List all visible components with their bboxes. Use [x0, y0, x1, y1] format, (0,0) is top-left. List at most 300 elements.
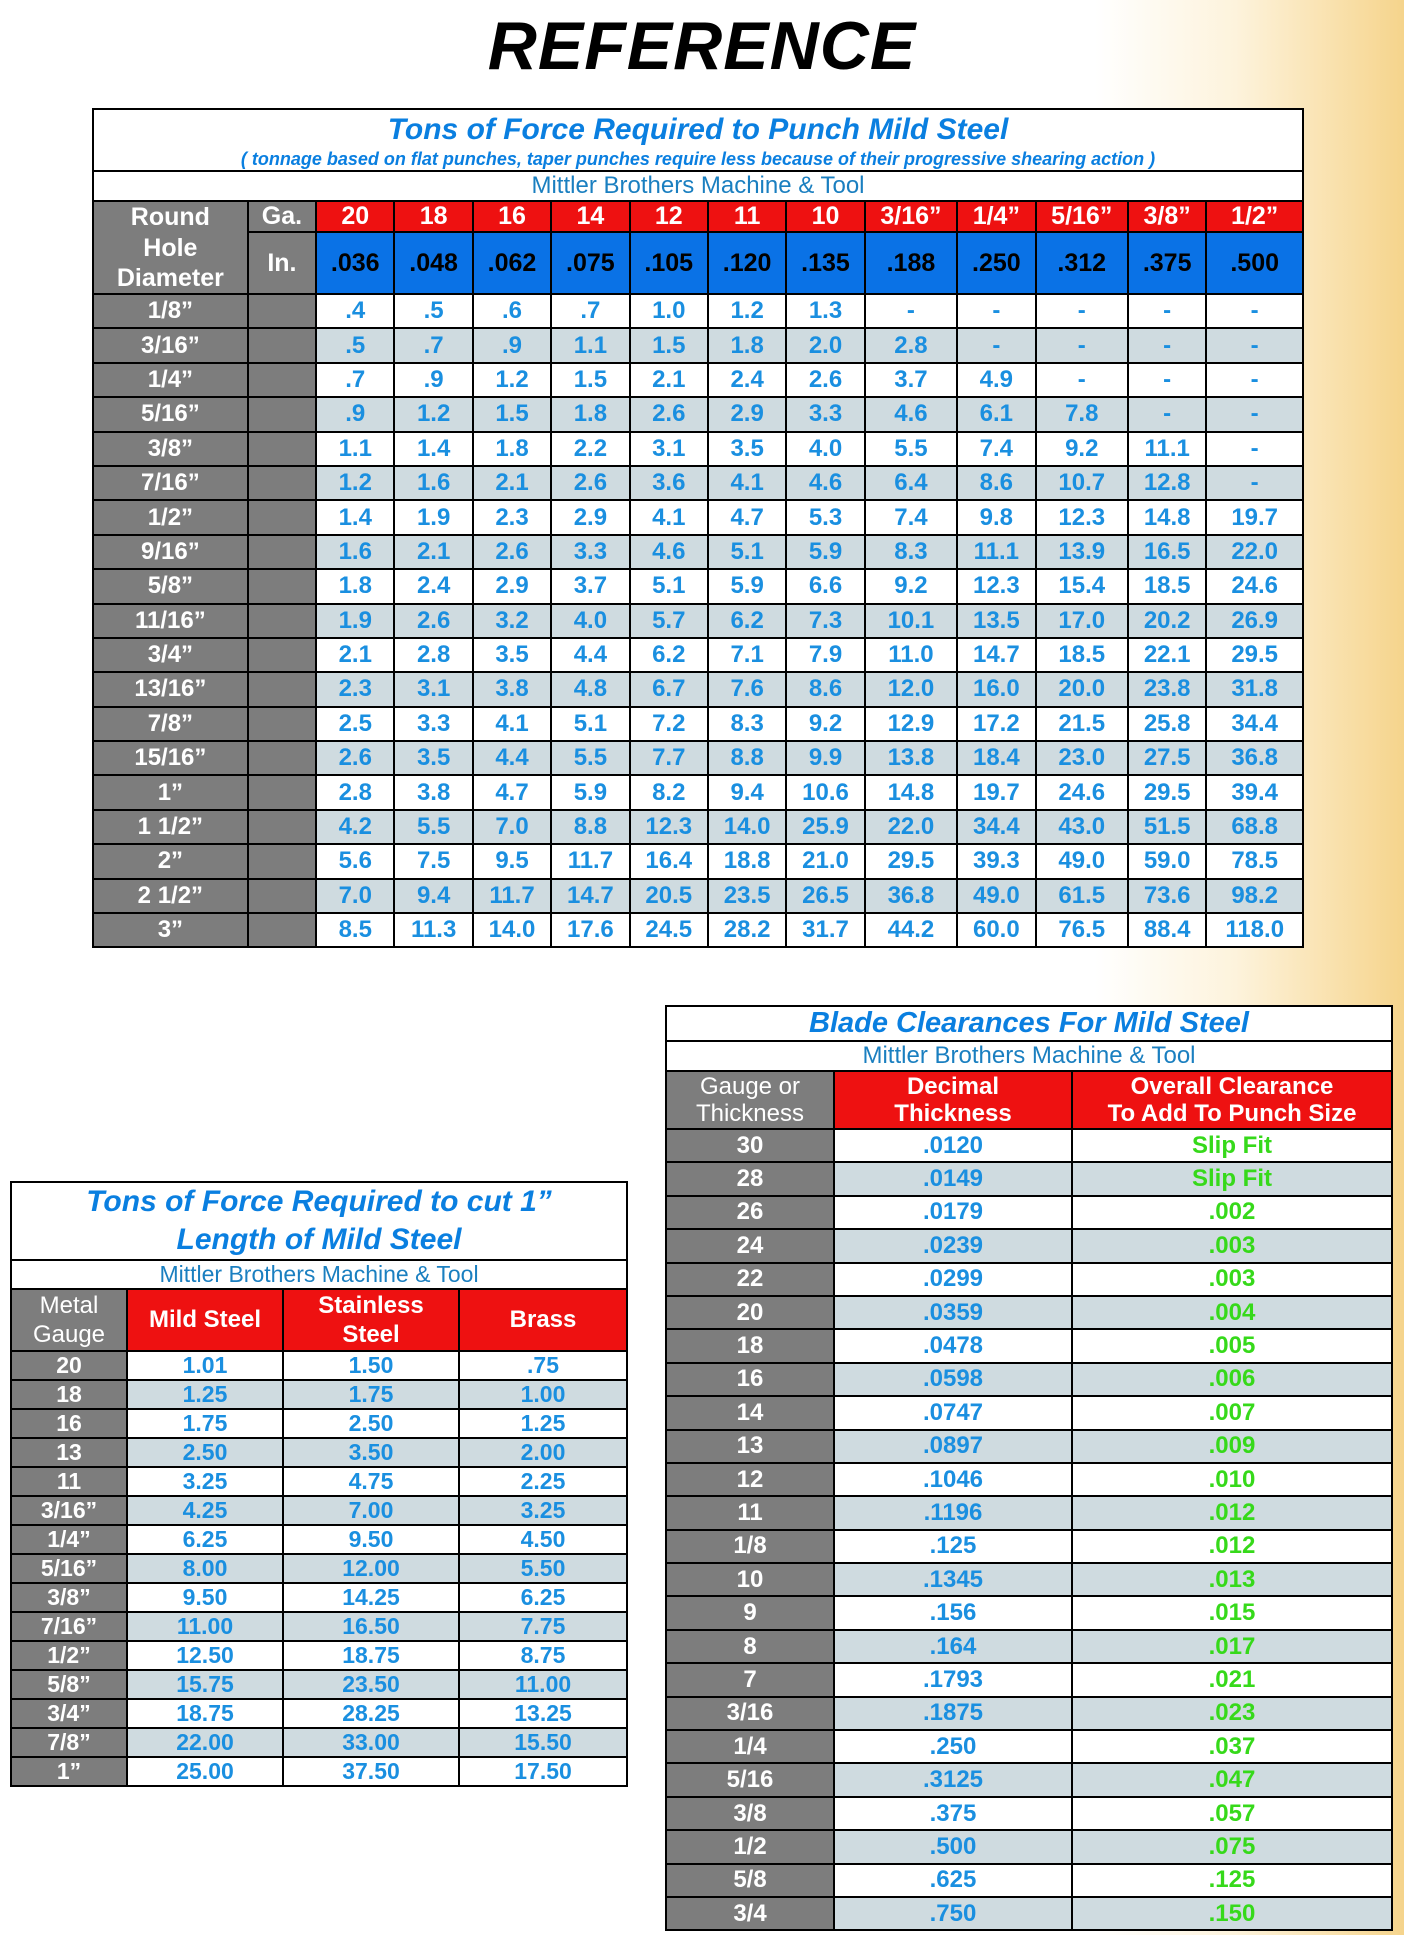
- tonnage-cell: 4.7: [473, 775, 551, 809]
- metal-gauge-cell: 7/8”: [11, 1728, 127, 1757]
- hole-diameter-cell: 7/8”: [93, 707, 248, 741]
- decimal-thickness-cell: .0120: [834, 1129, 1072, 1162]
- header-ga: Ga.: [248, 201, 316, 232]
- tonnage-cell: 17.6: [551, 913, 629, 947]
- tonnage-cell: 1.6: [394, 466, 472, 500]
- table-row: [666, 1797, 1392, 1830]
- gauge-spacer-cell: [248, 500, 316, 534]
- tonnage-cell: 31.7: [786, 913, 864, 947]
- tonnage-cell: 2.8: [316, 775, 394, 809]
- hole-diameter-cell: 11/16”: [93, 604, 248, 638]
- decimal-thickness-cell: .0149: [834, 1162, 1072, 1195]
- gauge-spacer-cell: [248, 707, 316, 741]
- hole-diameter-cell: 2 1/2”: [93, 879, 248, 913]
- tonnage-cell: 5.9: [786, 535, 864, 569]
- stainless-cell: 14.25: [283, 1583, 459, 1612]
- tonnage-cell: 2.8: [394, 638, 472, 672]
- tonnage-cell: 16.0: [957, 672, 1035, 706]
- gauge-spacer-cell: [248, 672, 316, 706]
- tonnage-cell: 5.5: [551, 741, 629, 775]
- gauge-header: 3/8”: [1128, 201, 1206, 232]
- tonnage-cell: 11.1: [957, 535, 1035, 569]
- tonnage-cell: 5.9: [708, 569, 786, 603]
- tonnage-cell: 61.5: [1036, 879, 1128, 913]
- tonnage-cell: 16.5: [1128, 535, 1206, 569]
- tonnage-cell: 13.9: [1036, 535, 1128, 569]
- tonnage-cell: -: [957, 294, 1035, 328]
- table-row: [666, 1697, 1392, 1730]
- tonnage-cell: 8.3: [865, 535, 957, 569]
- tonnage-cell: 7.1: [708, 638, 786, 672]
- table-row: [666, 1763, 1392, 1796]
- gauge-spacer-cell: [248, 569, 316, 603]
- tonnage-cell: 2.3: [473, 500, 551, 534]
- tonnage-cell: 118.0: [1206, 913, 1303, 947]
- brass-cell: 3.25: [459, 1496, 627, 1525]
- tonnage-cell: 1.8: [551, 397, 629, 431]
- metal-gauge-cell: 5/16”: [11, 1554, 127, 1583]
- tonnage-cell: 29.5: [1128, 775, 1206, 809]
- tonnage-cell: 5.9: [551, 775, 629, 809]
- metal-gauge-cell: 3/16”: [11, 1496, 127, 1525]
- tonnage-cell: 1.0: [630, 294, 708, 328]
- cut-table-credit: Mittler Brothers Machine & Tool: [11, 1260, 627, 1289]
- tonnage-cell: 5.1: [551, 707, 629, 741]
- clearance-cell: .057: [1072, 1797, 1392, 1830]
- tonnage-cell: 21.0: [786, 844, 864, 878]
- stainless-cell: 7.00: [283, 1496, 459, 1525]
- tonnage-cell: 26.9: [1206, 604, 1303, 638]
- tonnage-cell: -: [1128, 397, 1206, 431]
- tonnage-cell: 68.8: [1206, 810, 1303, 844]
- gauge-thickness-cell: 3/16: [666, 1697, 834, 1730]
- table-row: [93, 363, 1303, 397]
- table-row: [93, 879, 1303, 913]
- tonnage-cell: .5: [394, 294, 472, 328]
- tonnage-cell: 11.7: [551, 844, 629, 878]
- tonnage-cell: 49.0: [1036, 844, 1128, 878]
- tonnage-cell: .5: [316, 328, 394, 362]
- tonnage-cell: 1.5: [630, 328, 708, 362]
- tonnage-cell: 9.8: [957, 500, 1035, 534]
- brass-cell: 17.50: [459, 1757, 627, 1786]
- tonnage-cell: 9.2: [1036, 432, 1128, 466]
- gauge-thickness-cell: 11: [666, 1496, 834, 1529]
- tonnage-cell: 12.8: [1128, 466, 1206, 500]
- stainless-cell: 23.50: [283, 1670, 459, 1699]
- table-row: [11, 1612, 627, 1641]
- table-row: [93, 604, 1303, 638]
- metal-gauge-cell: 7/16”: [11, 1612, 127, 1641]
- header-gauge-or: Gauge or: [699, 1073, 801, 1100]
- table-row: [93, 432, 1303, 466]
- gauge-thickness-cell: 16: [666, 1363, 834, 1396]
- gauge-spacer-cell: [248, 535, 316, 569]
- stainless-cell: 3.50: [283, 1438, 459, 1467]
- hole-diameter-cell: 5/16”: [93, 397, 248, 431]
- gauge-thickness-cell: 7: [666, 1663, 834, 1696]
- tonnage-cell: 4.0: [551, 604, 629, 638]
- tonnage-cell: -: [1206, 294, 1303, 328]
- decimal-thickness-cell: .3125: [834, 1763, 1072, 1796]
- brass-cell: 6.25: [459, 1583, 627, 1612]
- inch-header: .105: [630, 232, 708, 294]
- tonnage-cell: 1.2: [394, 397, 472, 431]
- tonnage-cell: 39.3: [957, 844, 1035, 878]
- tonnage-cell: 9.4: [394, 879, 472, 913]
- gauge-thickness-cell: 13: [666, 1430, 834, 1463]
- tonnage-cell: 31.8: [1206, 672, 1303, 706]
- table-row: [93, 638, 1303, 672]
- gauge-thickness-cell: 28: [666, 1162, 834, 1195]
- tonnage-cell: 2.9: [708, 397, 786, 431]
- tonnage-cell: 2.9: [551, 500, 629, 534]
- clearance-cell: .010: [1072, 1463, 1392, 1496]
- table-row: [666, 1830, 1392, 1863]
- tonnage-cell: 12.0: [865, 672, 957, 706]
- metal-gauge-cell: 13: [11, 1438, 127, 1467]
- tonnage-cell: 7.4: [865, 500, 957, 534]
- tonnage-cell: -: [1128, 328, 1206, 362]
- inch-header: .062: [473, 232, 551, 294]
- gauge-spacer-cell: [248, 844, 316, 878]
- tonnage-cell: 2.1: [473, 466, 551, 500]
- tonnage-cell: 8.3: [708, 707, 786, 741]
- tonnage-cell: 2.0: [786, 328, 864, 362]
- tonnage-cell: 7.4: [957, 432, 1035, 466]
- gauge-thickness-cell: 24: [666, 1229, 834, 1262]
- header-gauge-thickness: [666, 1071, 834, 1129]
- tonnage-cell: 1.2: [473, 363, 551, 397]
- gauge-thickness-cell: 18: [666, 1329, 834, 1362]
- tonnage-cell: 4.9: [957, 363, 1035, 397]
- tonnage-cell: 11.7: [473, 879, 551, 913]
- tonnage-cell: 8.2: [630, 775, 708, 809]
- tonnage-cell: 1.6: [316, 535, 394, 569]
- brass-cell: 2.25: [459, 1467, 627, 1496]
- tonnage-cell: 7.2: [630, 707, 708, 741]
- tonnage-cell: .6: [473, 294, 551, 328]
- tonnage-cell: 29.5: [1206, 638, 1303, 672]
- gauge-thickness-cell: 1/4: [666, 1730, 834, 1763]
- tonnage-cell: 12.3: [630, 810, 708, 844]
- decimal-thickness-cell: .250: [834, 1730, 1072, 1763]
- inch-header: .312: [1036, 232, 1128, 294]
- gauge-header: 12: [630, 201, 708, 232]
- tonnage-cell: -: [1128, 294, 1206, 328]
- page-title: REFERENCE: [487, 8, 917, 84]
- tonnage-cell: 2.6: [551, 466, 629, 500]
- brass-cell: 2.00: [459, 1438, 627, 1467]
- decimal-thickness-cell: .0299: [834, 1263, 1072, 1296]
- punch-table-body: [93, 294, 1303, 947]
- tonnage-cell: 7.3: [786, 604, 864, 638]
- gauge-spacer-cell: [248, 810, 316, 844]
- gauge-thickness-cell: 8: [666, 1630, 834, 1663]
- table-row: [93, 466, 1303, 500]
- clearance-cell: .047: [1072, 1763, 1392, 1796]
- inch-header: .036: [316, 232, 394, 294]
- gauge-thickness-cell: 20: [666, 1296, 834, 1329]
- tonnage-cell: 4.4: [473, 741, 551, 775]
- tonnage-cell: 4.8: [551, 672, 629, 706]
- hole-diameter-cell: 1/2”: [93, 500, 248, 534]
- header-hole-diameter: [93, 232, 248, 294]
- gauge-header: 5/16”: [1036, 201, 1128, 232]
- cut-table-title: [11, 1182, 627, 1260]
- tonnage-cell: 6.1: [957, 397, 1035, 431]
- mild-steel-cell: 1.01: [127, 1351, 283, 1380]
- tonnage-cell: 2.6: [786, 363, 864, 397]
- decimal-thickness-cell: .164: [834, 1630, 1072, 1663]
- inch-header: .375: [1128, 232, 1206, 294]
- inch-header: .500: [1206, 232, 1303, 294]
- tonnage-cell: 5.5: [865, 432, 957, 466]
- mild-steel-cell: 1.75: [127, 1409, 283, 1438]
- hole-diameter-cell: 9/16”: [93, 535, 248, 569]
- tonnage-cell: -: [957, 328, 1035, 362]
- tonnage-cell: 2.6: [316, 741, 394, 775]
- tonnage-cell: 3.3: [786, 397, 864, 431]
- gauge-spacer-cell: [248, 879, 316, 913]
- blade-clearance-table: [665, 1005, 1393, 1931]
- gauge-spacer-cell: [248, 913, 316, 947]
- tonnage-cell: 9.2: [786, 707, 864, 741]
- header-in: In.: [248, 232, 316, 294]
- tonnage-cell: 7.7: [630, 741, 708, 775]
- decimal-thickness-cell: .0897: [834, 1430, 1072, 1463]
- header-clearance-line2: To Add To Punch Size: [1107, 1100, 1357, 1127]
- stainless-cell: 1.50: [283, 1351, 459, 1380]
- brass-cell: 4.50: [459, 1525, 627, 1554]
- tonnage-cell: 9.4: [708, 775, 786, 809]
- table-row: [666, 1129, 1392, 1162]
- gauge-header: 16: [473, 201, 551, 232]
- hole-diameter-cell: 1”: [93, 775, 248, 809]
- gauge-thickness-cell: 22: [666, 1263, 834, 1296]
- mild-steel-cell: 2.50: [127, 1438, 283, 1467]
- tonnage-cell: 9.5: [473, 844, 551, 878]
- table-row: [666, 1864, 1392, 1897]
- tonnage-cell: 5.7: [630, 604, 708, 638]
- header-metal-gauge: [11, 1289, 127, 1351]
- decimal-thickness-cell: .375: [834, 1797, 1072, 1830]
- tonnage-cell: 3.6: [630, 466, 708, 500]
- decimal-thickness-cell: .750: [834, 1897, 1072, 1930]
- table-row: [666, 1263, 1392, 1296]
- tonnage-cell: 8.6: [957, 466, 1035, 500]
- tonnage-cell: 18.8: [708, 844, 786, 878]
- tonnage-cell: 1.8: [708, 328, 786, 362]
- table-row: [11, 1409, 627, 1438]
- gauge-thickness-cell: 14: [666, 1396, 834, 1429]
- table-row: [11, 1438, 627, 1467]
- table-row: [93, 294, 1303, 328]
- table-row: [11, 1641, 627, 1670]
- metal-gauge-cell: 11: [11, 1467, 127, 1496]
- gauge-header: 1/4”: [957, 201, 1035, 232]
- tonnage-cell: 6.2: [708, 604, 786, 638]
- table-row: [666, 1196, 1392, 1229]
- tonnage-cell: 11.0: [865, 638, 957, 672]
- gauge-spacer-cell: [248, 397, 316, 431]
- tonnage-cell: 2.2: [551, 432, 629, 466]
- tonnage-cell: 44.2: [865, 913, 957, 947]
- gauge-spacer-cell: [248, 432, 316, 466]
- tonnage-cell: 11.1: [1128, 432, 1206, 466]
- tonnage-cell: 2.4: [394, 569, 472, 603]
- clearance-cell: .017: [1072, 1630, 1392, 1663]
- table-row: [93, 810, 1303, 844]
- metal-gauge-cell: 3/8”: [11, 1583, 127, 1612]
- tonnage-cell: 26.5: [786, 879, 864, 913]
- table-row: [666, 1663, 1392, 1696]
- hole-diameter-cell: 3/4”: [93, 638, 248, 672]
- tonnage-cell: 10.6: [786, 775, 864, 809]
- hole-diameter-cell: 2”: [93, 844, 248, 878]
- tonnage-cell: 8.6: [786, 672, 864, 706]
- tonnage-cell: 1.1: [551, 328, 629, 362]
- tonnage-cell: 3.7: [865, 363, 957, 397]
- table-row: [666, 1596, 1392, 1629]
- table-row: [11, 1583, 627, 1612]
- punch-table-credit: Mittler Brothers Machine & Tool: [93, 171, 1303, 201]
- table-row: [11, 1525, 627, 1554]
- brass-cell: 5.50: [459, 1554, 627, 1583]
- clearance-cell: .015: [1072, 1596, 1392, 1629]
- table-row: [11, 1351, 627, 1380]
- table-row: [11, 1554, 627, 1583]
- metal-gauge-cell: 20: [11, 1351, 127, 1380]
- stainless-cell: 9.50: [283, 1525, 459, 1554]
- tonnage-cell: 4.0: [786, 432, 864, 466]
- decimal-thickness-cell: .1875: [834, 1697, 1072, 1730]
- decimal-thickness-cell: .0179: [834, 1196, 1072, 1229]
- table-row: [11, 1380, 627, 1409]
- tonnage-cell: 4.6: [630, 535, 708, 569]
- brass-cell: 11.00: [459, 1670, 627, 1699]
- tonnage-cell: 12.3: [957, 569, 1035, 603]
- tonnage-cell: 2.3: [316, 672, 394, 706]
- mild-steel-cell: 11.00: [127, 1612, 283, 1641]
- gauge-header: 1/2”: [1206, 201, 1303, 232]
- tonnage-cell: 7.6: [708, 672, 786, 706]
- tonnage-cell: 5.6: [316, 844, 394, 878]
- header-metal: Metal: [39, 1292, 99, 1319]
- decimal-thickness-cell: .1196: [834, 1496, 1072, 1529]
- tonnage-cell: 17.2: [957, 707, 1035, 741]
- gauge-thickness-cell: 5/16: [666, 1763, 834, 1796]
- tonnage-cell: 4.2: [316, 810, 394, 844]
- tonnage-cell: 7.9: [786, 638, 864, 672]
- clearance-cell: Slip Fit: [1072, 1129, 1392, 1162]
- tonnage-cell: 39.4: [1206, 775, 1303, 809]
- tonnage-cell: 14.8: [865, 775, 957, 809]
- tonnage-cell: 9.9: [786, 741, 864, 775]
- clearance-cell: Slip Fit: [1072, 1162, 1392, 1195]
- hole-diameter-cell: 1 1/2”: [93, 810, 248, 844]
- table-row: [93, 707, 1303, 741]
- table-row: [666, 1463, 1392, 1496]
- hole-diameter-cell: 3/16”: [93, 328, 248, 362]
- header-stainless: Stainless: [318, 1292, 424, 1319]
- tonnage-cell: 1.8: [316, 569, 394, 603]
- tonnage-cell: 5.3: [786, 500, 864, 534]
- mild-steel-cell: 8.00: [127, 1554, 283, 1583]
- decimal-thickness-cell: .0747: [834, 1396, 1072, 1429]
- tonnage-cell: -: [1128, 363, 1206, 397]
- clearance-cell: .009: [1072, 1430, 1392, 1463]
- table-row: [11, 1496, 627, 1525]
- brass-cell: 13.25: [459, 1699, 627, 1728]
- tonnage-cell: .9: [473, 328, 551, 362]
- gauge-thickness-cell: 9: [666, 1596, 834, 1629]
- header-decimal-thickness: [834, 1071, 1072, 1129]
- table-row: [666, 1396, 1392, 1429]
- tonnage-cell: 2.9: [473, 569, 551, 603]
- tonnage-cell: 6.4: [865, 466, 957, 500]
- tonnage-cell: 34.4: [1206, 707, 1303, 741]
- tonnage-cell: 16.4: [630, 844, 708, 878]
- stainless-cell: 33.00: [283, 1728, 459, 1757]
- gauge-spacer-cell: [248, 775, 316, 809]
- tonnage-cell: 3.1: [630, 432, 708, 466]
- tonnage-cell: 21.5: [1036, 707, 1128, 741]
- header-thickness: Thickness: [695, 1100, 805, 1127]
- header-gauge: Gauge: [32, 1321, 106, 1348]
- header-dec-thickness: Thickness: [894, 1100, 1012, 1127]
- table-row: [666, 1563, 1392, 1596]
- gauge-thickness-cell: 1/8: [666, 1530, 834, 1563]
- tonnage-cell: .9: [316, 397, 394, 431]
- tonnage-cell: 3.3: [394, 707, 472, 741]
- tonnage-cell: 88.4: [1128, 913, 1206, 947]
- tonnage-cell: 1.8: [473, 432, 551, 466]
- header-overall-clearance: [1072, 1071, 1392, 1129]
- tonnage-cell: 2.1: [394, 535, 472, 569]
- tonnage-cell: 4.6: [865, 397, 957, 431]
- brass-cell: 7.75: [459, 1612, 627, 1641]
- clearance-cell: .150: [1072, 1897, 1392, 1930]
- hole-diameter-cell: 15/16”: [93, 741, 248, 775]
- table-row: [11, 1699, 627, 1728]
- tonnage-cell: 3.5: [394, 741, 472, 775]
- metal-gauge-cell: 18: [11, 1380, 127, 1409]
- tonnage-cell: -: [1206, 363, 1303, 397]
- tonnage-cell: 76.5: [1036, 913, 1128, 947]
- table-row: [93, 775, 1303, 809]
- table-row: [93, 741, 1303, 775]
- tonnage-cell: 20.0: [1036, 672, 1128, 706]
- metal-gauge-cell: 3/4”: [11, 1699, 127, 1728]
- mild-steel-cell: 22.00: [127, 1728, 283, 1757]
- decimal-thickness-cell: .0239: [834, 1229, 1072, 1262]
- table-row: [93, 913, 1303, 947]
- table-row: [93, 535, 1303, 569]
- tonnage-cell: 2.6: [394, 604, 472, 638]
- stainless-cell: 28.25: [283, 1699, 459, 1728]
- gauge-thickness-cell: 30: [666, 1129, 834, 1162]
- tonnage-cell: -: [1206, 432, 1303, 466]
- tonnage-cell: 60.0: [957, 913, 1035, 947]
- table-row: [93, 500, 1303, 534]
- tonnage-cell: 22.0: [865, 810, 957, 844]
- tonnage-cell: 4.7: [708, 500, 786, 534]
- metal-gauge-cell: 16: [11, 1409, 127, 1438]
- gauge-header: 11: [708, 201, 786, 232]
- table-row: [666, 1897, 1392, 1930]
- metal-gauge-cell: 1/2”: [11, 1641, 127, 1670]
